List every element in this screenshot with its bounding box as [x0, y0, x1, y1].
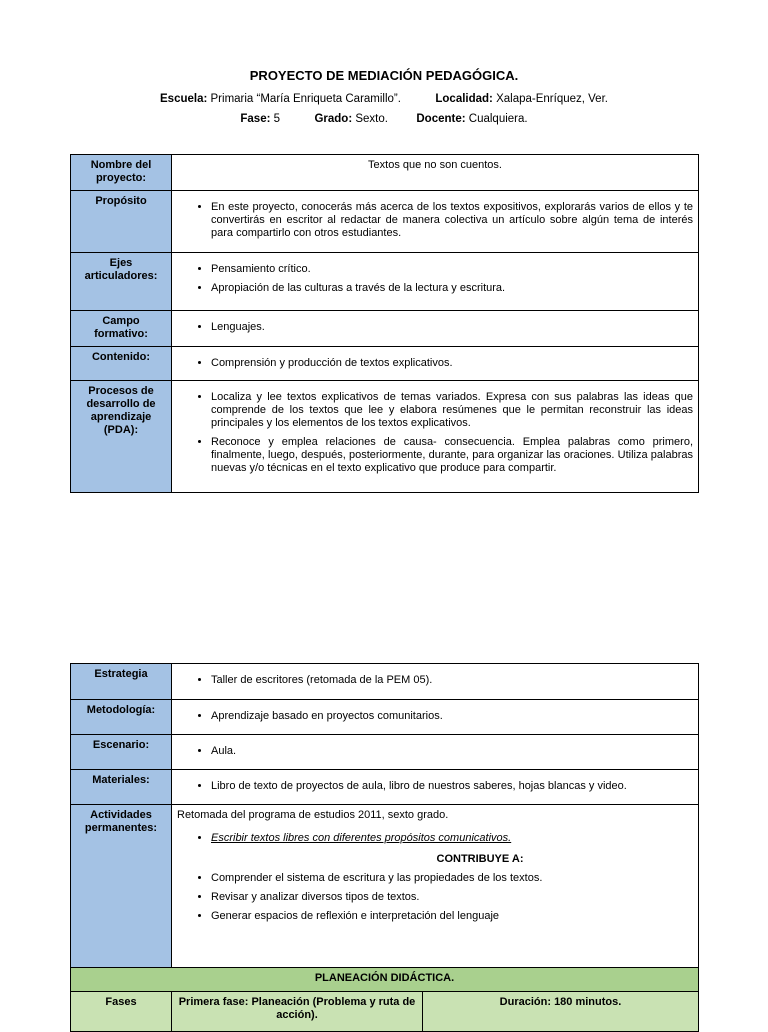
list-item: • Lenguajes. — [211, 321, 693, 334]
table-row — [71, 735, 699, 770]
list-item: • Pensamiento crítico. — [211, 263, 693, 276]
fase-label: Fase: — [240, 113, 271, 125]
table-row — [71, 191, 699, 253]
campo-value — [172, 311, 699, 347]
list-item: • Apropiación de las culturas a través de la lectura y escritura. — [211, 282, 693, 295]
table-row — [71, 347, 699, 381]
table-row — [71, 155, 699, 191]
fase-line — [0, 113, 768, 125]
document-title: PROYECTO DE MEDIACIÓN PEDAGÓGICA. — [249, 68, 519, 83]
localidad-value: Xalapa-Enríquez, Ver. — [496, 93, 608, 105]
school-line — [0, 93, 768, 105]
duracion: Duración: 180 minutos. — [423, 992, 699, 1032]
campo-label: Campo formativo: — [71, 311, 172, 347]
list-item: • En este proyecto, conocerás más acerca de los textos expositivos, explorarás varios de ellos y te convertirás en escritor al redactar de manera colectiva un artículo sobre algún tema de interés para compartirlo con otros estudiantes. — [211, 201, 693, 240]
escuela-label: Escuela: — [160, 93, 208, 105]
project-table — [70, 154, 699, 493]
metodologia-value — [172, 700, 699, 735]
escenario-value — [172, 735, 699, 770]
list-item: • Aula. — [211, 745, 693, 758]
actividades-value — [172, 805, 699, 968]
pda-label: Procesos de desarrollo de aprendizaje (PDA): — [71, 381, 172, 493]
table-row — [71, 770, 699, 805]
docente-label: Docente: — [416, 113, 466, 125]
table-row — [71, 805, 699, 968]
list-item: • Escribir textos libres con diferentes propósitos comunicativos. — [211, 832, 693, 845]
materiales-value — [172, 770, 699, 805]
escuela-value: Primaria “María Enriqueta Caramillo”. — [210, 93, 401, 105]
fase-value: 5 — [273, 113, 281, 125]
table-row — [71, 381, 699, 493]
list-item: • Libro de texto de proyectos de aula, libro de nuestros saberes, hojas blancas y video. — [211, 780, 693, 793]
list-item: • Revisar y analizar diversos tipos de textos. — [211, 891, 693, 904]
escenario-label: Escenario: — [71, 735, 172, 770]
fases-label: Fases — [71, 992, 172, 1032]
proposito-label: Propósito — [71, 191, 172, 253]
list-item: • Reconoce y emplea relaciones de causa- consecuencia. Emplea palabras como primero, finalmente, luego, después, posteriormente, durante, para organizar las oraciones. Utiliza palabras nuevas y/o técnicas en el texto explicativo que produce para compartir. — [211, 436, 693, 475]
grado-label: Grado: — [314, 113, 353, 125]
estrategia-label: Estrategia — [71, 664, 172, 700]
grado-value: Sexto. — [355, 113, 388, 125]
actividades-intro: Retomada del programa de estudios 2011, sexto grado. — [177, 809, 449, 821]
materiales-label: Materiales: — [71, 770, 172, 805]
table-row — [71, 968, 699, 992]
list-item: • Comprender el sistema de escritura y las propiedades de los textos. — [211, 872, 693, 885]
metodologia-label: Metodología: — [71, 700, 172, 735]
table-row — [71, 700, 699, 735]
list-item: • Generar espacios de reflexión e interpretación del lenguaje — [211, 910, 693, 923]
nombre-value: Textos que no son cuentos. — [172, 155, 699, 191]
estrategia-value — [172, 664, 699, 700]
strategy-table — [70, 663, 699, 1032]
list-item: • Taller de escritores (retomada de la PEM 05). — [211, 674, 693, 687]
contribuye-heading: CONTRIBUYE A: — [436, 853, 524, 865]
list-item: • Comprensión y producción de textos explicativos. — [211, 357, 693, 370]
primera-fase: Primera fase: Planeación (Problema y ruta de acción). — [172, 992, 423, 1032]
table-row — [71, 253, 699, 311]
ejes-label: Ejes articuladores: — [71, 253, 172, 311]
localidad-label: Localidad: — [435, 93, 493, 105]
docente-value: Cualquiera. — [468, 113, 528, 125]
pda-value — [172, 381, 699, 493]
table-row — [71, 992, 699, 1032]
contenido-label: Contenido: — [71, 347, 172, 381]
ejes-value — [172, 253, 699, 311]
nombre-label: Nombre del proyecto: — [71, 155, 172, 191]
contenido-value — [172, 347, 699, 381]
table-row — [71, 311, 699, 347]
table-row — [71, 664, 699, 700]
planeacion-heading: PLANEACIÓN DIDÁCTICA. — [71, 968, 699, 992]
list-item: • Aprendizaje basado en proyectos comunitarios. — [211, 710, 693, 723]
list-item: • Localiza y lee textos explicativos de temas variados. Expresa con sus palabras las ideas que comprende de los textos que lee y elabora resúmenes que le permitan reconstruir las ideas principales y los elementos de los textos explicativos. — [211, 391, 693, 430]
actividades-label: Actividades permanentes: — [71, 805, 172, 968]
proposito-value — [172, 191, 699, 253]
